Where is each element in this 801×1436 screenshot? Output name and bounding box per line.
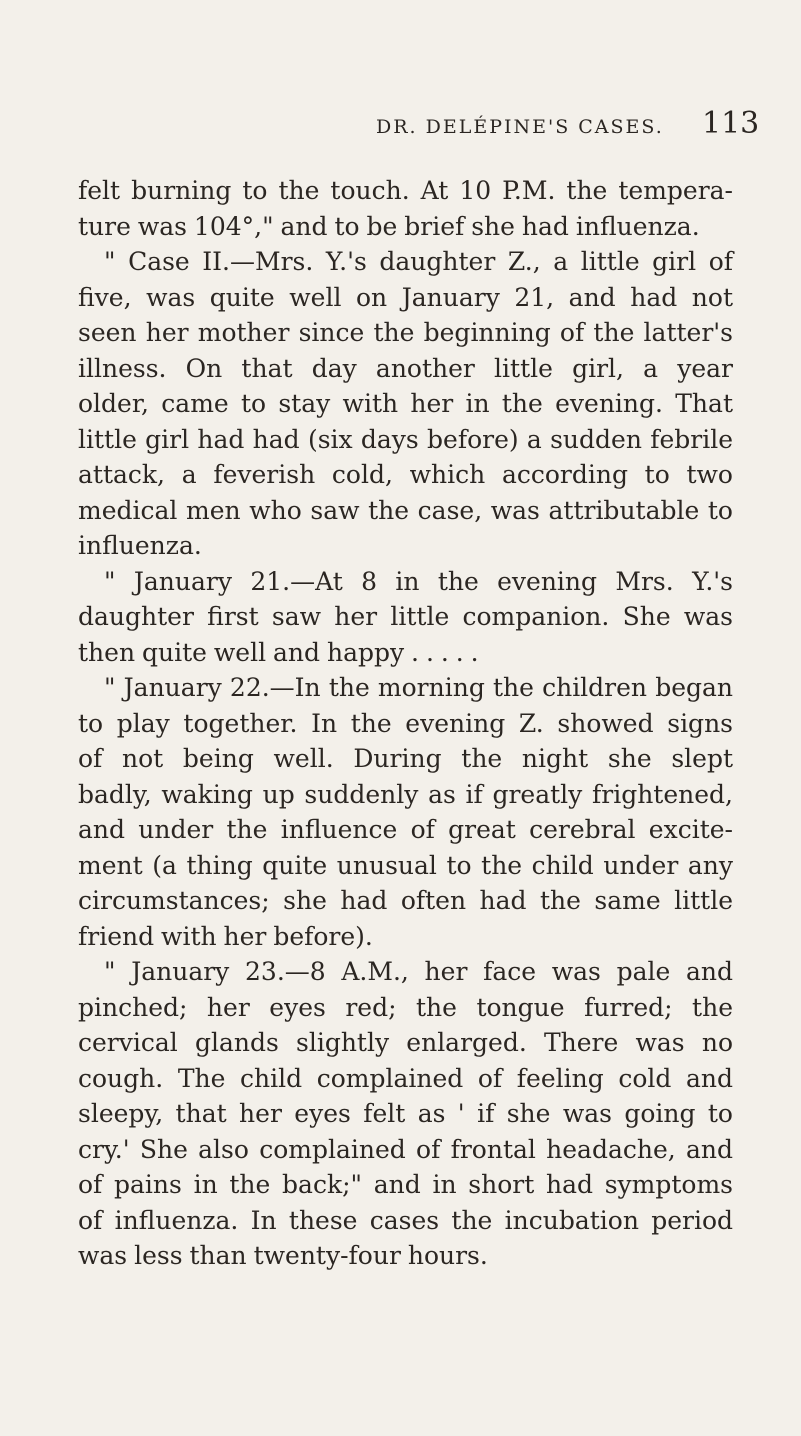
text-line: and under the influence of great cerebral excite- [78, 815, 733, 844]
text-line: to play together. In the evening Z. showed signs [78, 708, 733, 738]
text-line: " January 22.—In the morning the children began [104, 673, 733, 702]
text-line: of not being well. During the night she slept [78, 744, 733, 773]
text-line: " January 21.—At 8 in the evening Mrs. Y.'s [104, 566, 733, 596]
text-line: of pains in the back;" and in short had symptoms [78, 1170, 733, 1199]
text-line: pinched; her eyes red; the tongue furred; the [78, 992, 733, 1022]
text-line: seen her mother since the beginning of the latter's [78, 318, 733, 347]
text-line: ment (a thing quite unusual to the child under any [78, 850, 733, 880]
running-head: DR. DELÉPINE'S CASES. [376, 116, 664, 138]
text-line: sleepy, that her eyes felt as ' if she was going to [78, 1099, 733, 1128]
text-line: little girl had had (six days before) a sudden febrile [78, 424, 733, 454]
text-line: five, was quite well on January 21, and had not [78, 282, 733, 312]
text-line: attack, a feverish cold, which according to two [78, 460, 733, 489]
text-line: cough. The child complained of feeling cold and [78, 1063, 733, 1093]
text-line: older, came to stay with her in the evening. That [78, 389, 733, 418]
text-line: cry.' She also complained of frontal headache, and [78, 1134, 733, 1164]
text-line: " January 23.—8 A.M., her face was pale and [104, 957, 733, 986]
text-line: circumstances; she had often had the same little [78, 886, 733, 915]
text-line: illness. On that day another little girl, a year [78, 353, 733, 383]
text-line: felt burning to the touch. At 10 P.M. the tempera- [78, 176, 733, 205]
text-line: was less than twenty-four hours. [78, 1241, 488, 1270]
text-line: then quite well and happy . . . . . [78, 637, 479, 667]
body-text [78, 173, 733, 1274]
text-line: friend with her before). [78, 921, 373, 951]
text-line: badly, waking up suddenly as if greatly frightened, [78, 779, 733, 809]
text-line: cervical glands slightly enlarged. There was no [78, 1028, 733, 1057]
text-line: daughter first saw her little companion. She was [78, 602, 733, 631]
page-number: 113 [702, 106, 760, 141]
text-line: influenza. [78, 531, 202, 560]
text-line: " Case II.—Mrs. Y.'s daughter Z., a little girl of [104, 247, 733, 276]
text-line: of influenza. In these cases the incubation period [78, 1205, 733, 1235]
text-line: ture was 104°," and to be brief she had influenza. [78, 211, 700, 241]
text-line: medical men who saw the case, was attributable to [78, 495, 733, 525]
